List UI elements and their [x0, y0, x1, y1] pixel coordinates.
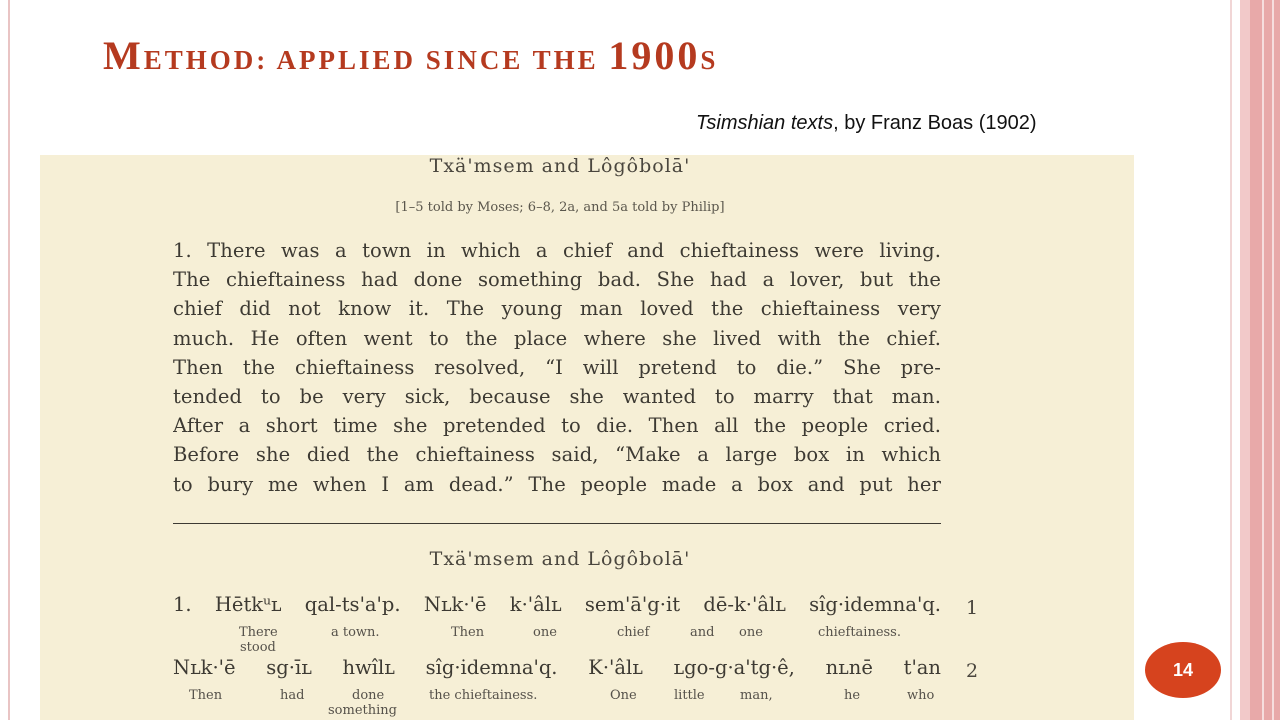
gloss-word: a town. — [331, 625, 380, 640]
narrator-note: [1–5 told by Moses; 6–8, 2a, and 5a told by Philip] — [395, 200, 725, 215]
frame-stripe — [1250, 0, 1280, 720]
running-head: Txä'msem and Lôgôbolā' — [429, 548, 691, 570]
title-part: 1900 — [608, 33, 701, 78]
english-translation — [173, 239, 941, 502]
text-line: much. He often went to the place where she lived with the chief. — [173, 326, 941, 350]
gloss-word: One — [610, 688, 637, 703]
native-text-line: Nʟk·'ē sg·īʟ hwîlʟ sîg·idemna'q. K·'âlʟ ʟgo-g·a'tg·ê, nʟnē t'an — [173, 656, 941, 679]
title-part: M — [103, 33, 144, 78]
slide-title — [103, 32, 718, 79]
frame-stripe — [1240, 0, 1250, 720]
text-line: The chieftainess had done something bad. She had a lover, but the — [173, 268, 941, 292]
gloss-word: chief — [617, 625, 650, 640]
frame-stripe — [1272, 0, 1274, 720]
line-number: 1 — [966, 597, 979, 619]
title-part: S — [700, 45, 719, 75]
gloss-word: stood — [240, 640, 276, 655]
text-line: Then the chieftainess resolved, “I will pretend to die.” She pre- — [173, 355, 941, 379]
title-part: ETHOD: APPLIED SINCE THE — [143, 45, 609, 75]
gloss-word: who — [907, 688, 935, 703]
page-divider — [173, 523, 941, 524]
line-number: 2 — [966, 660, 979, 682]
gloss-word: the chieftainess. — [429, 688, 538, 703]
slide-number-badge: 14 — [1145, 642, 1221, 698]
running-head: Txä'msem and Lôgôbolā' — [429, 155, 691, 177]
image-caption — [696, 112, 1037, 135]
gloss-word: he — [844, 688, 861, 703]
native-text-line: 1. Hētkᵘʟ qal-ts'a'p. Nʟk·'ē k·'âlʟ sem'ā'g·it dē-k·'âlʟ sîg·idemna'q. — [173, 593, 941, 616]
caption-author: , by Franz Boas (1902) — [833, 112, 1037, 134]
gloss-word: man, — [740, 688, 773, 703]
text-line: Before she died the chieftainess said, “Make a large box in which — [173, 443, 941, 467]
slide-frame-left — [0, 0, 10, 720]
gloss-word: little — [674, 688, 705, 703]
caption-book-title: Tsimshian texts — [696, 112, 834, 134]
gloss-word: done — [352, 688, 385, 703]
gloss-word: Then — [189, 688, 223, 703]
frame-stripe — [1230, 0, 1232, 720]
gloss-word: had — [280, 688, 305, 703]
text-line: tended to be very sick, because she wanted to marry that man. — [173, 384, 941, 408]
gloss-word: one — [739, 625, 763, 640]
text-line: After a short time she pretended to die. Then all the people cried. — [173, 414, 941, 438]
gloss-word: something — [328, 703, 397, 718]
gloss-word: chieftainess. — [818, 625, 901, 640]
gloss-word: There — [239, 625, 278, 640]
text-line: to bury me when I am dead.” The people made a box and put her — [173, 472, 941, 496]
gloss-word: and — [690, 625, 715, 640]
gloss-word: Then — [451, 625, 485, 640]
text-line: chief did not know it. The young man loved the chieftainess very — [173, 297, 941, 321]
scanned-page-image — [40, 155, 1134, 720]
frame-stripe — [1262, 0, 1264, 720]
gloss-word: one — [533, 625, 557, 640]
text-line: 1. There was a town in which a chief and chieftainess were living. — [173, 239, 941, 262]
